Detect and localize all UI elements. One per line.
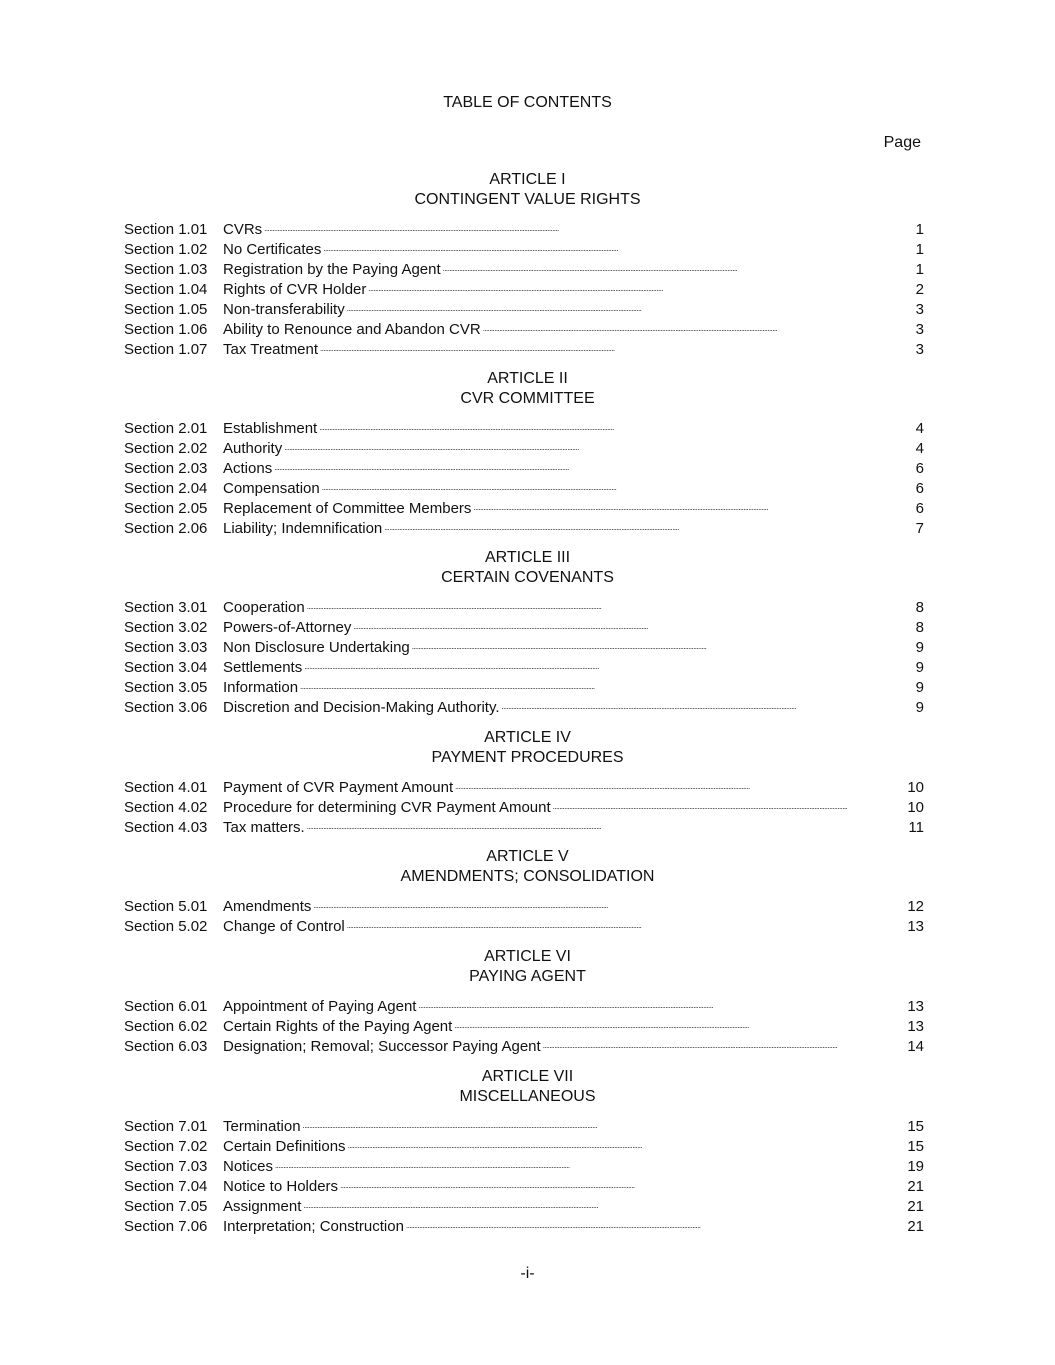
article-number: ARTICLE IV	[484, 729, 571, 746]
section-page-number: 9	[915, 698, 924, 716]
section-title: Authority	[223, 439, 283, 457]
toc-entry[interactable]	[124, 678, 924, 698]
toc-entry[interactable]	[124, 658, 924, 678]
article-heading	[0, 369, 1055, 409]
section-number: Section 3.06	[124, 698, 208, 716]
section-title: Discretion and Decision-Making Authority.	[223, 698, 500, 716]
toc-entry[interactable]	[124, 479, 924, 499]
dot-leader	[313, 897, 904, 911]
section-title: Actions	[223, 459, 273, 477]
article-number: ARTICLE III	[484, 549, 571, 566]
article-name: PAYING AGENT	[469, 968, 586, 985]
section-title: Registration by the Paying Agent	[223, 260, 441, 278]
section-title: CVRs	[223, 221, 263, 238]
section-page-number: 6	[915, 499, 924, 517]
section-page-number: 4	[915, 439, 924, 457]
section-number: Section 2.06	[124, 519, 208, 537]
article-heading	[0, 947, 1055, 987]
dot-leader	[274, 459, 912, 473]
toc-entry[interactable]	[124, 439, 924, 459]
section-number: Section 3.01	[124, 599, 208, 616]
article-heading	[0, 847, 1055, 887]
section-number: Section 6.01	[124, 998, 208, 1015]
section-number: Section 5.02	[124, 917, 208, 935]
toc-entry[interactable]	[124, 897, 924, 917]
dot-leader	[348, 1137, 905, 1151]
section-title: Procedure for determining CVR Payment Amount	[223, 798, 551, 816]
toc-entry[interactable]	[124, 917, 924, 937]
section-title: Tax matters.	[223, 818, 305, 836]
section-number: Section 1.03	[124, 260, 208, 278]
toc-entry[interactable]	[124, 778, 924, 798]
toc-entry[interactable]	[124, 340, 924, 360]
section-page-number: 13	[907, 998, 924, 1015]
article-heading	[0, 1067, 1055, 1107]
dot-leader	[406, 1217, 904, 1231]
toc-entry[interactable]	[124, 300, 924, 320]
dot-leader	[307, 598, 913, 612]
toc-entry[interactable]	[124, 499, 924, 519]
dot-leader	[553, 798, 905, 812]
section-page-number: 6	[915, 479, 924, 497]
section-page-number: 10	[907, 779, 924, 796]
section-number: Section 4.02	[124, 798, 208, 816]
toc-entry[interactable]	[124, 618, 924, 638]
section-page-number: 2	[915, 280, 924, 298]
section-title: Cooperation	[223, 599, 305, 616]
toc-entry[interactable]	[124, 320, 924, 340]
article-name: CONTINGENT VALUE RIGHTS	[414, 191, 641, 208]
section-title: Information	[223, 678, 299, 696]
dot-leader	[483, 320, 913, 334]
toc-entry[interactable]	[124, 1117, 924, 1137]
toc-entry[interactable]	[124, 818, 924, 838]
dot-leader	[264, 220, 912, 234]
dot-leader	[300, 678, 913, 692]
section-page-number: 3	[915, 340, 924, 358]
page-column-label: Page	[883, 134, 921, 151]
section-page-number: 1	[915, 240, 924, 258]
section-title: Replacement of Committee Members	[223, 499, 472, 517]
toc-entry[interactable]	[124, 698, 924, 718]
section-number: Section 1.05	[124, 300, 208, 318]
article-number: ARTICLE VII	[481, 1068, 574, 1085]
section-page-number: 21	[907, 1177, 924, 1195]
dot-leader	[323, 240, 912, 254]
dot-leader	[443, 260, 913, 274]
toc-heading: TABLE OF CONTENTS	[443, 94, 612, 111]
section-number: Section 1.02	[124, 240, 208, 258]
section-page-number: 15	[907, 1137, 924, 1155]
toc-entry[interactable]	[124, 519, 924, 539]
section-page-number: 6	[915, 459, 924, 477]
dot-leader	[304, 658, 912, 672]
toc-entry[interactable]	[124, 1137, 924, 1157]
section-title: Non-transferability	[223, 300, 345, 318]
section-number: Section 4.01	[124, 779, 208, 796]
toc-entry[interactable]	[124, 240, 924, 260]
dot-leader	[319, 419, 912, 433]
section-title: Establishment	[223, 420, 318, 437]
section-number: Section 7.05	[124, 1197, 208, 1215]
toc-entry[interactable]	[124, 1197, 924, 1217]
section-title: Notices	[223, 1157, 274, 1175]
section-title: Rights of CVR Holder	[223, 280, 367, 298]
toc-entry[interactable]	[124, 419, 924, 439]
page-number-footer: -i-	[520, 1265, 535, 1282]
section-number: Section 7.06	[124, 1217, 208, 1235]
section-title: Ability to Renounce and Abandon CVR	[223, 320, 481, 338]
section-number: Section 7.02	[124, 1137, 208, 1155]
section-list	[124, 598, 924, 718]
section-title: Settlements	[223, 658, 303, 676]
section-page-number: 21	[907, 1217, 924, 1235]
dot-leader	[384, 519, 912, 533]
article-number: ARTICLE II	[487, 370, 568, 387]
dot-leader	[418, 997, 904, 1011]
section-list	[124, 1117, 924, 1237]
section-page-number: 21	[907, 1197, 924, 1215]
dot-leader	[455, 778, 904, 792]
section-title: Tax Treatment	[223, 340, 319, 358]
dot-leader	[303, 1117, 905, 1131]
section-title: Amendments	[223, 898, 312, 915]
article-number: ARTICLE V	[486, 848, 569, 865]
section-page-number: 9	[915, 678, 924, 696]
toc-entry[interactable]	[124, 1157, 924, 1177]
section-number: Section 1.06	[124, 320, 208, 338]
section-title: Appointment of Paying Agent	[223, 998, 417, 1015]
section-page-number: 1	[915, 221, 924, 238]
section-title: Liability; Indemnification	[223, 519, 383, 537]
section-page-number: 8	[915, 618, 924, 636]
toc-entry[interactable]	[124, 997, 924, 1017]
section-title: Termination	[223, 1118, 301, 1135]
toc-entry[interactable]	[124, 1017, 924, 1037]
toc-entry[interactable]	[124, 598, 924, 618]
toc-entry[interactable]	[124, 638, 924, 658]
toc-entry[interactable]	[124, 459, 924, 479]
dot-leader	[368, 280, 912, 294]
section-page-number: 7	[915, 519, 924, 537]
section-list	[124, 220, 924, 359]
section-number: Section 1.04	[124, 280, 208, 298]
dot-leader	[543, 1037, 905, 1051]
toc-entry[interactable]	[124, 280, 924, 300]
section-list	[124, 419, 924, 539]
section-page-number: 13	[907, 1017, 924, 1035]
dot-leader	[275, 1157, 904, 1171]
article-heading	[0, 170, 1055, 210]
section-title: Notice to Holders	[223, 1177, 339, 1195]
section-list	[124, 897, 924, 937]
dot-leader	[353, 618, 912, 632]
section-number: Section 2.02	[124, 439, 208, 457]
dot-leader	[340, 1177, 904, 1191]
toc-entry[interactable]	[124, 260, 924, 280]
section-title: Non Disclosure Undertaking	[223, 638, 410, 656]
dot-leader	[454, 1017, 904, 1031]
section-page-number: 1	[915, 260, 924, 278]
dot-leader	[320, 340, 913, 354]
article-number: ARTICLE I	[489, 171, 566, 188]
section-number: Section 7.03	[124, 1157, 208, 1175]
dot-leader	[303, 1197, 904, 1211]
article-name: AMENDMENTS; CONSOLIDATION	[400, 868, 655, 885]
article-heading	[0, 548, 1055, 588]
dot-leader	[347, 300, 913, 314]
section-number: Section 6.02	[124, 1017, 208, 1035]
section-title: Certain Rights of the Paying Agent	[223, 1017, 453, 1035]
section-list	[124, 778, 924, 838]
dot-leader	[473, 499, 912, 513]
section-title: Compensation	[223, 479, 320, 497]
section-page-number: 14	[907, 1037, 924, 1055]
section-number: Section 1.07	[124, 340, 208, 358]
article-heading	[0, 728, 1055, 768]
toc-entry[interactable]	[124, 1217, 924, 1237]
section-page-number: 9	[915, 658, 924, 676]
section-title: Certain Definitions	[223, 1137, 346, 1155]
dot-leader	[284, 439, 912, 453]
section-number: Section 3.05	[124, 678, 208, 696]
section-number: Section 3.04	[124, 658, 208, 676]
section-number: Section 6.03	[124, 1037, 208, 1055]
section-number: Section 2.03	[124, 459, 208, 477]
section-title: Powers-of-Attorney	[223, 618, 352, 636]
section-number: Section 2.05	[124, 499, 208, 517]
dot-leader	[307, 818, 906, 832]
section-number: Section 2.01	[124, 420, 208, 437]
section-page-number: 9	[915, 638, 924, 656]
section-number: Section 3.02	[124, 618, 208, 636]
dot-leader	[412, 638, 913, 652]
section-number: Section 3.03	[124, 638, 208, 656]
section-page-number: 11	[908, 818, 924, 836]
section-title: Interpretation; Construction	[223, 1217, 404, 1235]
section-number: Section 2.04	[124, 479, 208, 497]
toc-entry[interactable]	[124, 220, 924, 240]
section-number: Section 7.01	[124, 1118, 208, 1135]
section-page-number: 8	[915, 599, 924, 616]
section-title: Designation; Removal; Successor Paying Agent	[223, 1037, 541, 1055]
article-number: ARTICLE VI	[484, 948, 571, 965]
section-number: Section 5.01	[124, 898, 208, 915]
toc-entry[interactable]	[124, 798, 924, 818]
section-page-number: 19	[907, 1157, 924, 1175]
toc-entry[interactable]	[124, 1177, 924, 1197]
section-page-number: 3	[915, 300, 924, 318]
dot-leader	[347, 917, 905, 931]
section-title: Assignment	[223, 1197, 302, 1215]
section-number: Section 7.04	[124, 1177, 208, 1195]
toc-entry[interactable]	[124, 1037, 924, 1057]
section-title: Change of Control	[223, 917, 345, 935]
article-name: PAYMENT PROCEDURES	[431, 749, 624, 766]
section-page-number: 13	[907, 917, 924, 935]
article-name: CVR COMMITTEE	[460, 390, 595, 407]
dot-leader	[322, 479, 913, 493]
section-page-number: 15	[907, 1118, 924, 1135]
article-name: MISCELLANEOUS	[459, 1088, 596, 1105]
dot-leader	[502, 698, 913, 712]
section-title: No Certificates	[223, 240, 322, 258]
section-page-number: 3	[915, 320, 924, 338]
article-name: CERTAIN COVENANTS	[441, 569, 614, 586]
section-list	[124, 997, 924, 1057]
section-page-number: 10	[907, 798, 924, 816]
section-page-number: 4	[915, 420, 924, 437]
section-number: Section 1.01	[124, 221, 208, 238]
section-title: Payment of CVR Payment Amount	[223, 779, 454, 796]
section-page-number: 12	[907, 898, 924, 915]
section-number: Section 4.03	[124, 818, 208, 836]
